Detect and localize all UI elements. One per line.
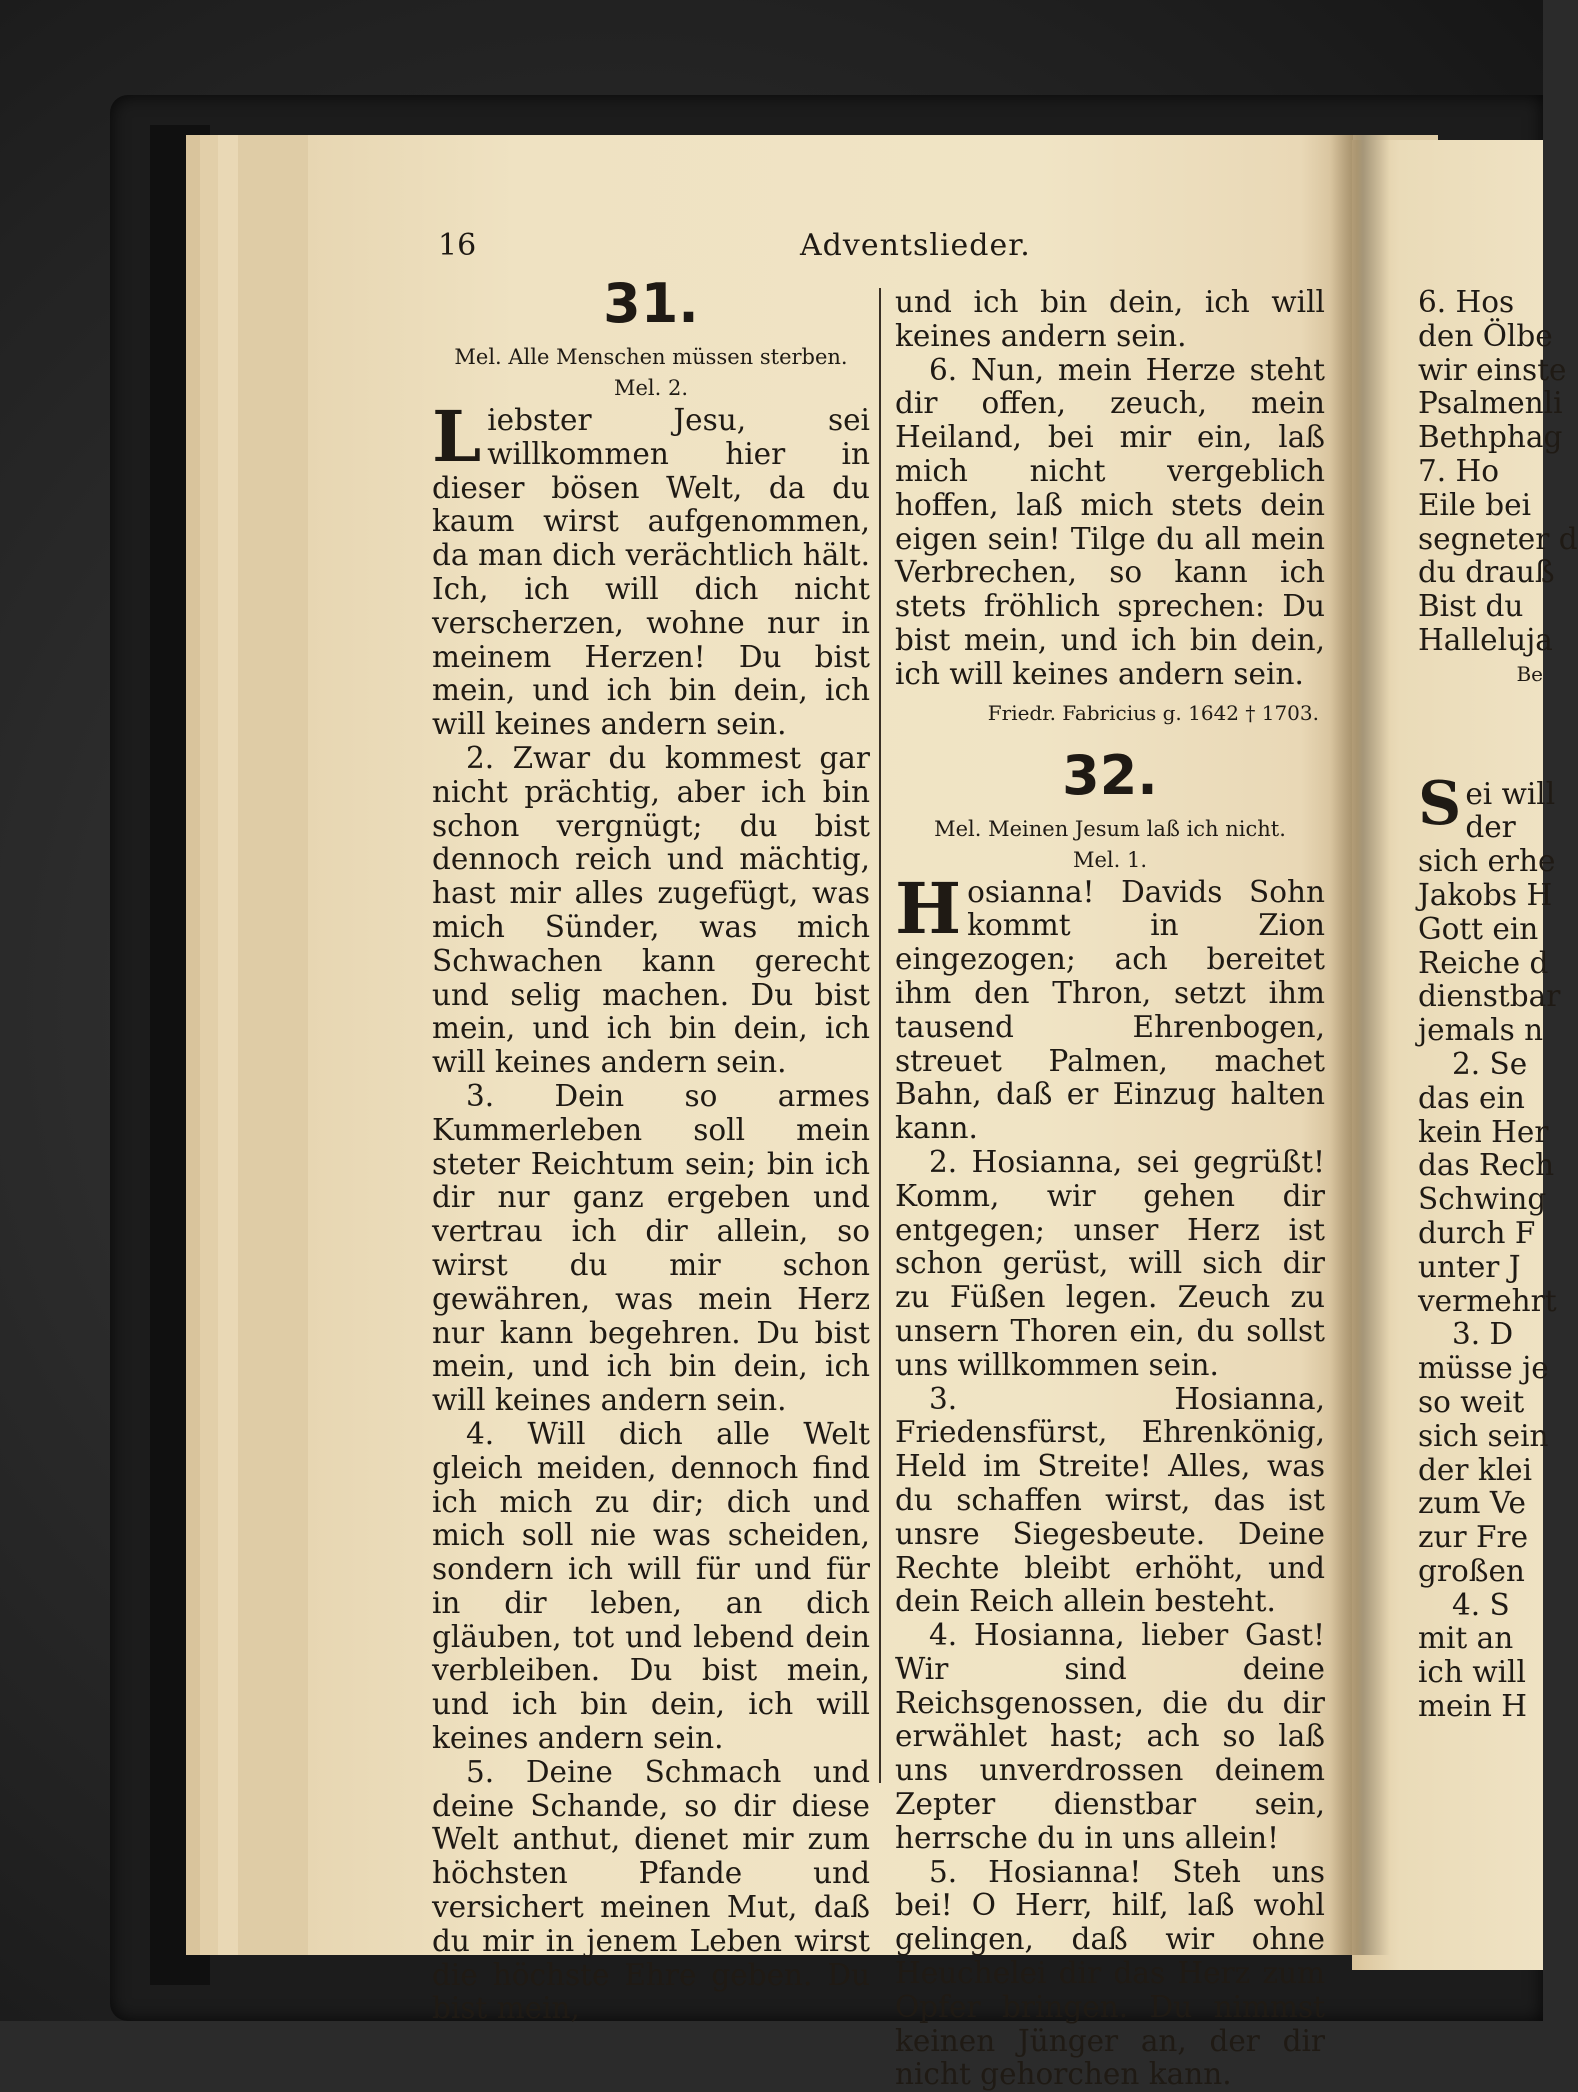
fragment-line: 2. Se [1452, 1046, 1528, 1081]
column-rule [879, 288, 881, 1783]
melody-number: Mel. 2. [613, 376, 689, 400]
drop-cap: L [432, 395, 482, 478]
stanza [432, 395, 870, 742]
fragment-line: 6. Hos [1418, 285, 1515, 319]
fragment-line: Be [1516, 661, 1543, 686]
fragment-line: 4. S [1452, 1587, 1510, 1622]
stanza: 5. Deine Schmach und deine Schande, so dir diese Welt anthut, dienet mir zum höchsten Pfande und versichert meinen Mut, daß du mir in jenem Leben wirst die höchste Ehre geben. Du bist mein, [432, 1754, 870, 2026]
running-title: Adventslieder. [800, 228, 1031, 263]
hymn-number: 31. [603, 272, 699, 335]
fragment-line: sich sein [1418, 1418, 1549, 1453]
stanza: 2. Zwar du kommest gar nicht prächtig, aber ich bin schon vergnügt; du bist dennoch reich und mächtig, hast mir alles zugefügt, was mich Sünder, was mich Schwachen kann gerecht und selig machen. Du bist mein, und ich bin dein, ich will keines andern sein. [432, 740, 870, 1080]
fragment-line: Halleluja [1418, 622, 1553, 657]
fragment-line: Eile bei [1418, 487, 1532, 522]
fragment-line: Bist du [1418, 589, 1524, 624]
fragment-line: Bethphag [1418, 420, 1563, 455]
fragment-line: Schwing [1418, 1182, 1547, 1217]
drop-cap: H [895, 866, 962, 950]
fragment-line: segneter d [1418, 521, 1578, 556]
fragment-line: wir einste [1418, 352, 1567, 387]
drop-cap: S [1418, 768, 1462, 839]
right-page-fragments [1418, 285, 1578, 1724]
fragment-block-bottom [1418, 768, 1561, 1724]
stanza [895, 866, 1325, 1146]
fragment-line: der klei [1418, 1452, 1533, 1487]
fragment-line: Jakobs H [1418, 877, 1553, 912]
fragment-line: müsse je [1418, 1351, 1549, 1386]
stanza-continuation: und ich bin dein, ich will keines andern sein. [895, 285, 1325, 353]
fragment-line: kein Her [1418, 1114, 1549, 1149]
stanza: 5. Hosianna! Steh uns bei! O Herr, hilf, laß wohl gelingen, daß wir ohne Heuchelei dir das Herz zum Opfer bringen. Du nimmst keinen Jünger an, der dir nicht gehorchen kann. [895, 1854, 1325, 2092]
hymn-number: 32. [1062, 743, 1158, 807]
fragment-line: Psalmenli [1418, 386, 1563, 421]
stanza: 6. Nun, mein Herze steht dir offen, zeuch, mein Heiland, bei mir ein, laß mich nicht vergeblich hoffen, laß mich stets dein eigen sein! Tilge du all mein Verbrechen, so kann ich stets fröhlich sprechen: Du bist mein, und ich bin dein, ich will keines andern sein. [895, 352, 1325, 691]
melody-line: Mel. Alle Menschen müssen sterben. [454, 345, 848, 369]
fragment-line: das Rech [1418, 1148, 1555, 1183]
fragment-line: großen [1418, 1553, 1525, 1588]
stanza-text: iebster Jesu, sei willkommen hier in dieser bösen Welt, da du kaum wirst aufgenommen, da man dich verächtlich hält. Ich, ich will dich nicht verscherzen, wohne nur in meinem Herzen! Du bist mein, und ich bin dein, ich will keines andern sein. [432, 403, 870, 742]
fragment-line: durch F [1418, 1215, 1536, 1250]
fragment-line: den Ölbe [1418, 318, 1553, 353]
page-number: 16 [438, 228, 477, 263]
left-column [432, 272, 870, 2026]
stanza: 3. Dein so armes Kummerleben soll mein steter Reichtum sein; bin ich dir nur ganz ergeben und vertrau ich dir allein, so wirst du mir schon gewähren, was mein Herz nur kann begehren. Du bist mein, und ich bin dein, ich will keines andern sein. [432, 1078, 870, 1418]
author-attribution: Friedr. Fabricius g. 1642 † 1703. [987, 700, 1319, 725]
melody-line: Mel. Meinen Jesum laß ich nicht. [934, 816, 1286, 841]
fragment-line: ich will [1418, 1655, 1526, 1690]
fragment-line: dienstbar [1418, 979, 1561, 1014]
fragment-line: Reiche d [1418, 945, 1549, 980]
melody-number: Mel. 1. [1072, 847, 1148, 872]
fragment-line: zur Fre [1418, 1520, 1529, 1555]
fragment-line: das ein [1418, 1080, 1525, 1115]
fragment-line: jemals n [1418, 1013, 1544, 1048]
fragment-line: mit an [1418, 1621, 1514, 1656]
fragment-line: unter J [1418, 1249, 1521, 1284]
stanza: 3. Hosianna, Friedensfürst, Ehrenkönig, Held im Streite! Alles, was du schaffen wirst, das ist unsre Siegesbeute. Deine Rechte bleibt erhöht, und dein Reich allein besteht. [895, 1381, 1325, 1619]
fragment-block-top [1418, 285, 1578, 692]
fragment-line: so weit [1418, 1384, 1525, 1419]
book-gutter [1330, 135, 1390, 1955]
fragment-line: sich erhe [1418, 844, 1556, 879]
fragment-line: du drauß [1418, 555, 1555, 590]
stanza-text: osianna! Davids Sohn kommt in Zion eingezogen; ach bereitet ihm den Thron, setzt ihm tausend Ehrenbogen, streuet Palmen, machet Bahn, daß er Einzug halten kann. [895, 874, 1325, 1146]
fragment-line: Gott ein [1418, 911, 1539, 946]
fragment-line: 7. Ho [1418, 453, 1500, 488]
fragment-line: zum Ve [1418, 1486, 1526, 1521]
fragment-line: ei will [1465, 776, 1556, 811]
fragment-line: mein H [1418, 1689, 1527, 1724]
right-column [895, 286, 1325, 2092]
stanza: 4. Hosianna, lieber Gast! Wir sind deine Reichsgenossen, die du dir erwählet hast; ach so laß uns unverdrossen deinem Zepter dienstbar sein, herrsche du in uns allein! [895, 1618, 1325, 1855]
stanza: 2. Hosianna, sei gegrüßt! Komm, wir gehen dir entgegen; unser Herz ist schon gerüst, will sich dir zu Füßen legen. Zeuch zu unsern Thoren ein, du sollst uns willkommen sein. [895, 1144, 1325, 1382]
fragment-line: der [1465, 810, 1516, 845]
fragment-line: vermehrt [1418, 1283, 1557, 1318]
stanza: 4. Will dich alle Welt gleich meiden, dennoch find ich mich zu dir; dich und mich soll nie was scheiden, sondern ich will für und für in dir leben, an dich gläuben, tot und lebend dein verbleiben. Du bist mein, und ich bin dein, ich will keines andern sein. [432, 1416, 870, 1756]
fragment-line: 3. D [1452, 1317, 1514, 1352]
